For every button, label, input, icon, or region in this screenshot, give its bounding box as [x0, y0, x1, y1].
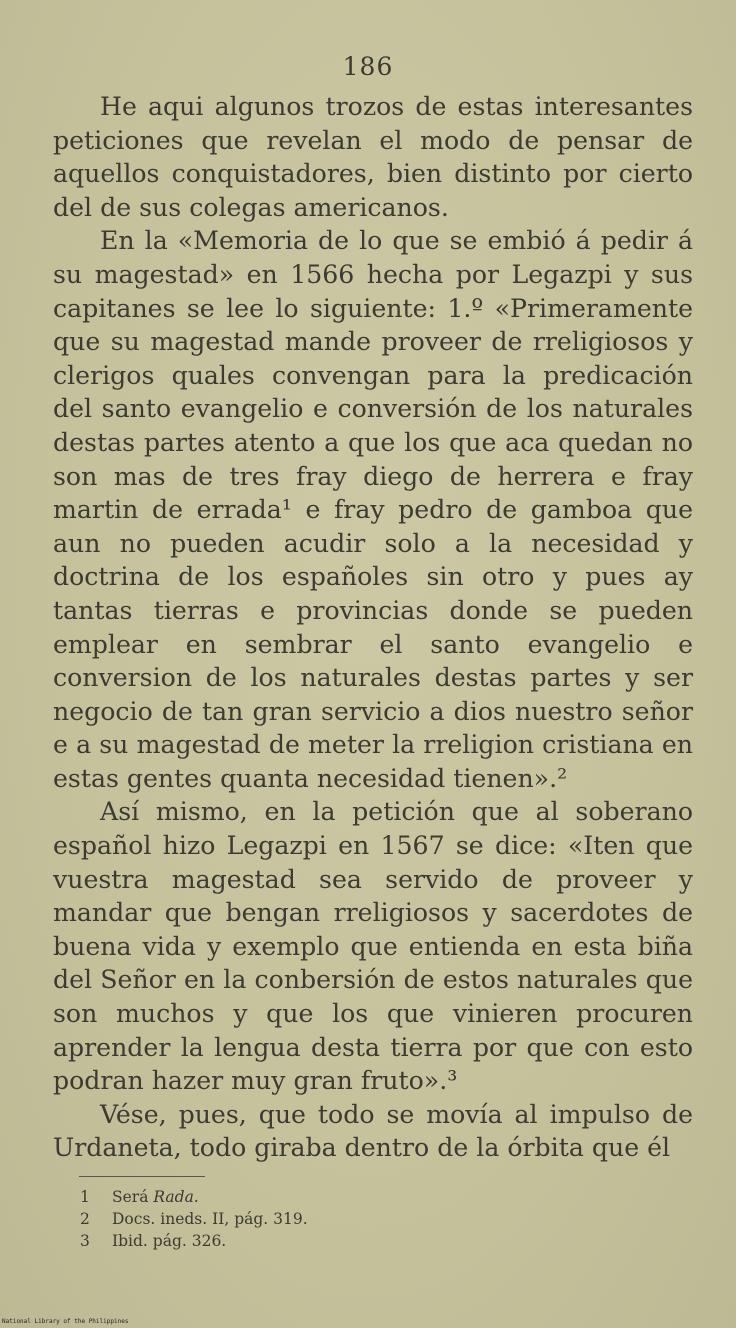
library-credit: National Library of the Philippines	[2, 1318, 129, 1325]
footnote-2	[80, 1208, 480, 1230]
footnote-number: 1	[80, 1188, 90, 1206]
footnotes	[80, 1186, 480, 1252]
footnote-text: Ibid. pág. 326.	[112, 1232, 227, 1250]
footnote-text: Será Rada.	[112, 1188, 199, 1206]
paragraph-2: En la «Memoria de lo que se embió á pedir á su magestad» en 1566 hecha por Legazpi y sus capitanes se lee lo siguiente: 1.º «Primeramente que su magestad mande proveer de rreligiosos y clerigos quales convengan para la predicación del santo evangelio e conversión de los naturales destas partes atento a que los que aca quedan no son mas de tres fray diego de herrera e fray martin de errada¹ e fray pedro de gamboa que aun no pueden acudir solo a la necesidad y doctrina de los españoles sin otro y pues ay tantas tierras e provincias donde se pueden emplear en sembrar el santo evangelio e conversion de los naturales destas partes y ser negocio de tan gran servicio a dios nuestro señor e a su magestad de meter la rreligion cristiana en estas gentes quanta necesidad tienen».²	[53, 226, 693, 793]
footnote-number: 2	[80, 1210, 90, 1228]
footnote-text: Docs. ineds. II, pág. 319.	[112, 1210, 308, 1228]
body-text	[53, 90, 693, 1165]
footnote-3	[80, 1230, 480, 1252]
paragraph-4: Vése, pues, que todo se movía al impulso de Urdaneta, todo giraba dentro de la órbita que él	[53, 1099, 693, 1163]
page-number: 186	[342, 52, 394, 81]
footnote-divider	[79, 1176, 205, 1177]
paragraph-3: Así mismo, en la petición que al soberano español hizo Legazpi en 1567 se dice: «Iten que vuestra magestad sea servido de proveer y mandar que bengan rreligiosos y sacerdotes de buena vida y exemplo que entienda en esta biña del Señor en la conbersión de estos naturales que son muchos y que los que vinieren procuren aprender la lengua desta tierra por que con esto podran hazer muy gran fruto».³	[53, 797, 693, 1096]
footnote-1	[80, 1186, 480, 1208]
paragraph-1: He aqui algunos trozos de estas interesantes peticiones que revelan el modo de pensar de aquellos conquistadores, bien distinto por cierto del de sus colegas americanos.	[53, 92, 693, 222]
footnote-italic: Rada.	[153, 1188, 199, 1206]
footnote-number: 3	[80, 1232, 90, 1250]
